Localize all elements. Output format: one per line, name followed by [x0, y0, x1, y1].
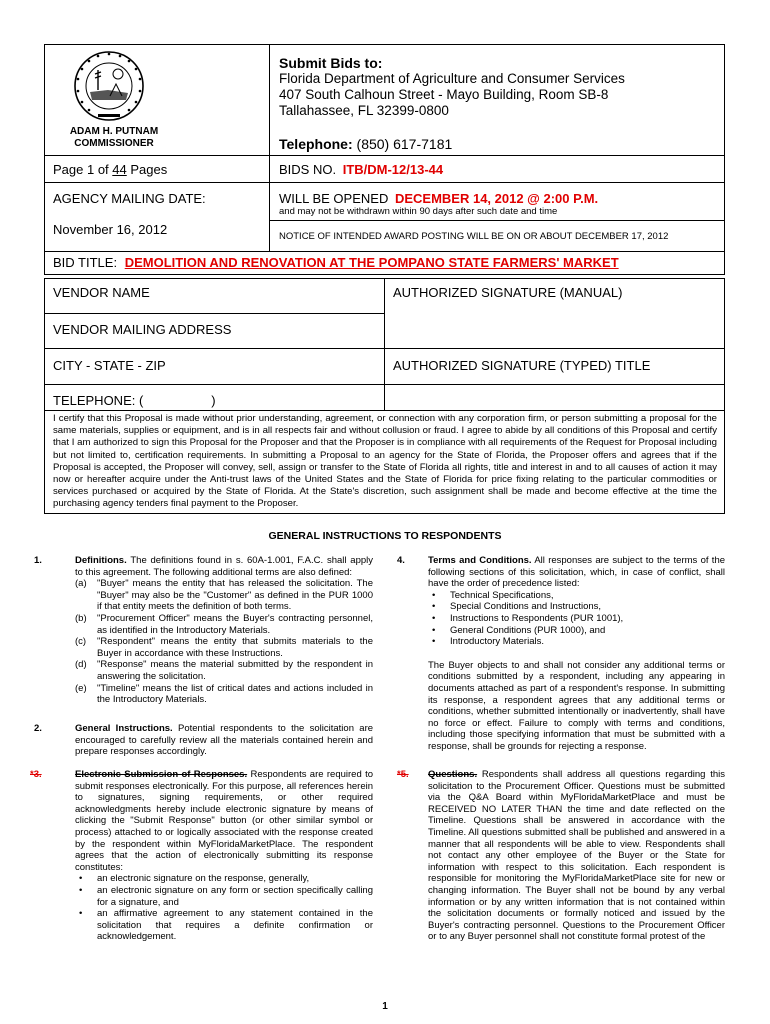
authorized-signature-manual-field[interactable]: AUTHORIZED SIGNATURE (MANUAL)	[393, 285, 623, 300]
section-1-heading: Definitions.	[75, 555, 127, 566]
definition-label: (c)	[75, 636, 87, 648]
telephone-value: (850) 617-7181	[356, 136, 453, 152]
bids-number	[279, 162, 443, 177]
definition-item	[75, 578, 373, 613]
list-item: • an affirmative agreement to any statement contained in the solicitation that requires a definite confirmation or acknowledgement.	[79, 908, 373, 943]
address-line: Florida Department of Agriculture and Consumer Services	[279, 71, 625, 86]
section-1-number: 1.	[34, 555, 42, 566]
opened-label: WILL BE OPENED	[279, 191, 389, 206]
header-divider-4	[44, 251, 725, 252]
submit-bids-heading: Submit Bids to:	[279, 55, 383, 71]
vendor-name-field[interactable]: VENDOR NAME	[53, 285, 150, 300]
instructions-title: GENERAL INSTRUCTIONS TO RESPONDENTS	[268, 530, 502, 542]
bids-no-label: BIDS NO.	[279, 162, 337, 177]
telephone-open: TELEPHONE: (	[53, 393, 144, 408]
vendor-mailing-address-field[interactable]: VENDOR MAILING ADDRESS	[53, 322, 232, 337]
section-2-number: 2.	[34, 723, 42, 734]
definition-item	[75, 636, 373, 659]
section-5-heading: Questions.	[428, 769, 478, 780]
vendor-form-divider-4	[44, 410, 725, 411]
telephone-close: )	[211, 393, 216, 408]
section-3	[75, 769, 373, 943]
page-prefix: Page 1 of	[53, 162, 113, 177]
section-4-heading: Terms and Conditions.	[428, 555, 532, 566]
definition-item	[75, 613, 373, 636]
list-item: • an electronic signature on the response, generally,	[79, 873, 310, 885]
section-4-text: All responses are subject to the terms of the following sections of this solicitation, which, in case of conflict, shall have the order of precedence listed:	[428, 555, 726, 590]
page-total: 44	[112, 162, 127, 177]
section-5-text: Respondents shall address all questions regarding this solicitation to the Procurement Officer. Questions must be submitted via the Q&A Board within MyFloridaMarketPlace and must be RECEIVED NO LATER THAN the time and date reflected on the Timeline. Questions shall be answered in accordance with the Timeline. All questions submitted shall be published and answered in a manner that all respondents will be able to view. Respondents shall not contact any other employee of the Buyer or the State for information with respect to this solicitation. Each respondent is responsible for monitoring the MyFloridaMarketPlace site for new or changing information. The Buyer shall not be bound by any verbal information or by any written information that is not contained within the solicitation documents or formally noticed and issued by the Buyer's contracting personnel. Questions to the Procurement Officer or to any Buyer personnel shall not constitute formal protest of the	[428, 769, 726, 943]
bid-title	[53, 255, 619, 270]
list-item: • Introductory Materials.	[432, 636, 544, 648]
submit-address	[279, 71, 625, 119]
header-divider-2	[44, 182, 725, 183]
section-3-number: *3.	[30, 769, 42, 780]
florida-state-seal	[68, 50, 150, 122]
definition-label: (d)	[75, 659, 87, 671]
page-suffix: Pages	[126, 162, 168, 177]
section-1-text: The definitions found in s. 60A-1.001, F.A.C. shall apply to this agreement. The following additional terms are also defined:	[75, 555, 373, 578]
section-2	[75, 723, 373, 758]
certification-text: I certify that this Proposal is made without prior understanding, agreement, or connection with any corporation firm, or person submitting a proposal for the same materials, supplies or equipment, and is in all respects fair and without collusion or fraud. I agree to abide by all conditions of this Proposal and certify that I am authorized to sign this Proposal for the Proposer and that the Proposer is in compliance with all requirements of the Request for Proposal including but not limited to, certification requirements. In submitting a Proposal to an agency for the State of Florida, the Proposer offers and agrees that if the Proposal is accepted, the Proposer will convey, sell, assign or transfer to the State of Florida all rights, title and interest in and to all causes of action it may now or hereafter acquire under the Anti-trust laws of the United States and the State of Florida for price fixing relating to the particular commodities or services purchased or acquired by the State of Florida. At the State's discretion, such assignment shall be made and become effective at the time the purchasing agency tenders final payment to the Proposer.	[53, 413, 717, 510]
agency-mailing-label: AGENCY MAILING DATE:	[53, 191, 206, 206]
vendor-form-divider-1	[44, 313, 384, 314]
address-line: 407 South Calhoun Street - Mayo Building, Room SB-8	[279, 87, 609, 102]
section-3-text: Respondents are required to submit responses electronically. For this purpose, all references herein to signatures, signing requirements, or other required acknowledgments hereby include electronic signature by means of clicking the "Submit Response" button (or other similar symbol or process) attached to or logically associated with the response created by the respondent within MyFloridaMarketPlace. The respondent agrees that the action of electronically submitting its response constitutes:	[75, 769, 374, 873]
section-5	[428, 769, 725, 943]
section-2-text: Potential respondents to the solicitation are encouraged to carefully review all the materials contained herein and prepare responses accordingly.	[75, 723, 374, 758]
vendor-form-divider-2	[44, 348, 725, 349]
commissioner-title: COMMISSIONER	[74, 138, 154, 149]
definition-label: (b)	[75, 612, 87, 624]
bid-title-value: DEMOLITION AND RENOVATION AT THE POMPANO STATE FARMERS' MARKET	[124, 255, 619, 270]
header-divider-3	[269, 220, 725, 221]
section-1	[75, 555, 373, 706]
telephone-line	[279, 136, 452, 152]
section-4-number: 4.	[397, 555, 405, 566]
city-state-zip-field[interactable]: CITY - STATE - ZIP	[53, 358, 166, 373]
agency-mailing-date: November 16, 2012	[53, 222, 168, 237]
page-count	[53, 162, 167, 177]
vendor-form-divider-vertical	[384, 278, 385, 410]
definition-text: "Timeline" means the list of critical dates and actions included in the Introductory Materials.	[97, 682, 373, 706]
list-item: • General Conditions (PUR 1000), and	[432, 624, 606, 636]
section-4-text-2: The Buyer objects to and shall not consider any additional terms or conditions submitted by a respondent, including any appearing in documents attached as part of a respondent's response. In submitting its response, a respondent agrees that any additional terms or conditions, whether submitted intentionally or inadvertently, shall have no force or effect. Failure to comply with terms and conditions, including those specifying information that must be submitted with a response, shall be grounds for rejecting a response.	[428, 659, 725, 752]
section-2-heading: General Instructions.	[75, 723, 173, 734]
vendor-telephone-field[interactable]	[53, 393, 216, 408]
address-line: Tallahassee, FL 32399-0800	[279, 103, 449, 118]
list-item: • Instructions to Respondents (PUR 1001),	[432, 612, 624, 624]
bids-no-value: ITB/DM-12/13-44	[342, 162, 444, 177]
list-item: • an electronic signature on any form or section specifically calling for a signature, and	[79, 884, 373, 908]
commissioner-name: ADAM H. PUTNAM	[69, 126, 159, 137]
commissioner-block	[55, 126, 173, 150]
section-4	[428, 555, 725, 753]
definition-label: (e)	[75, 682, 87, 694]
opened-value: DECEMBER 14, 2012 @ 2:00 P.M.	[394, 191, 599, 206]
definition-label: (a)	[75, 578, 87, 590]
list-item: • Special Conditions and Instructions,	[432, 601, 602, 613]
section-5-number: *5.	[397, 769, 409, 780]
bid-title-label: BID TITLE:	[53, 255, 118, 270]
definition-item	[75, 683, 373, 706]
header-divider-1	[44, 155, 725, 156]
opening-date	[279, 191, 598, 206]
definition-text: "Respondent" means the entity that submits materials to the Buyer in accordance with these Instructions.	[97, 636, 373, 659]
withdraw-note: and may not be withdrawn within 90 days after such date and time	[279, 206, 558, 217]
definition-text: "Buyer" means the entity that has released the solicitation. The "Buyer" may also be the "Customer" as defined in the PUR 1000 if that entity meets the definition of both terms.	[97, 578, 373, 613]
section-3-heading: Electronic Submission of Responses.	[75, 769, 248, 780]
authorized-signature-typed-field[interactable]: AUTHORIZED SIGNATURE (TYPED) TITLE	[393, 358, 651, 373]
list-item: • Technical Specifications,	[432, 589, 554, 601]
page-number: 1	[382, 1001, 388, 1012]
telephone-label: Telephone:	[279, 136, 353, 152]
definition-text: "Procurement Officer" means the Buyer's contracting personnel, as identified in the Introductory Materials.	[97, 612, 373, 636]
definition-text: "Response" means the material submitted by the respondent in answering the solicitation.	[97, 659, 373, 682]
definition-item	[75, 659, 373, 682]
vendor-form-divider-3	[44, 384, 725, 385]
award-notice: NOTICE OF INTENDED AWARD POSTING WILL BE ON OR ABOUT DECEMBER 17, 2012	[279, 231, 669, 242]
